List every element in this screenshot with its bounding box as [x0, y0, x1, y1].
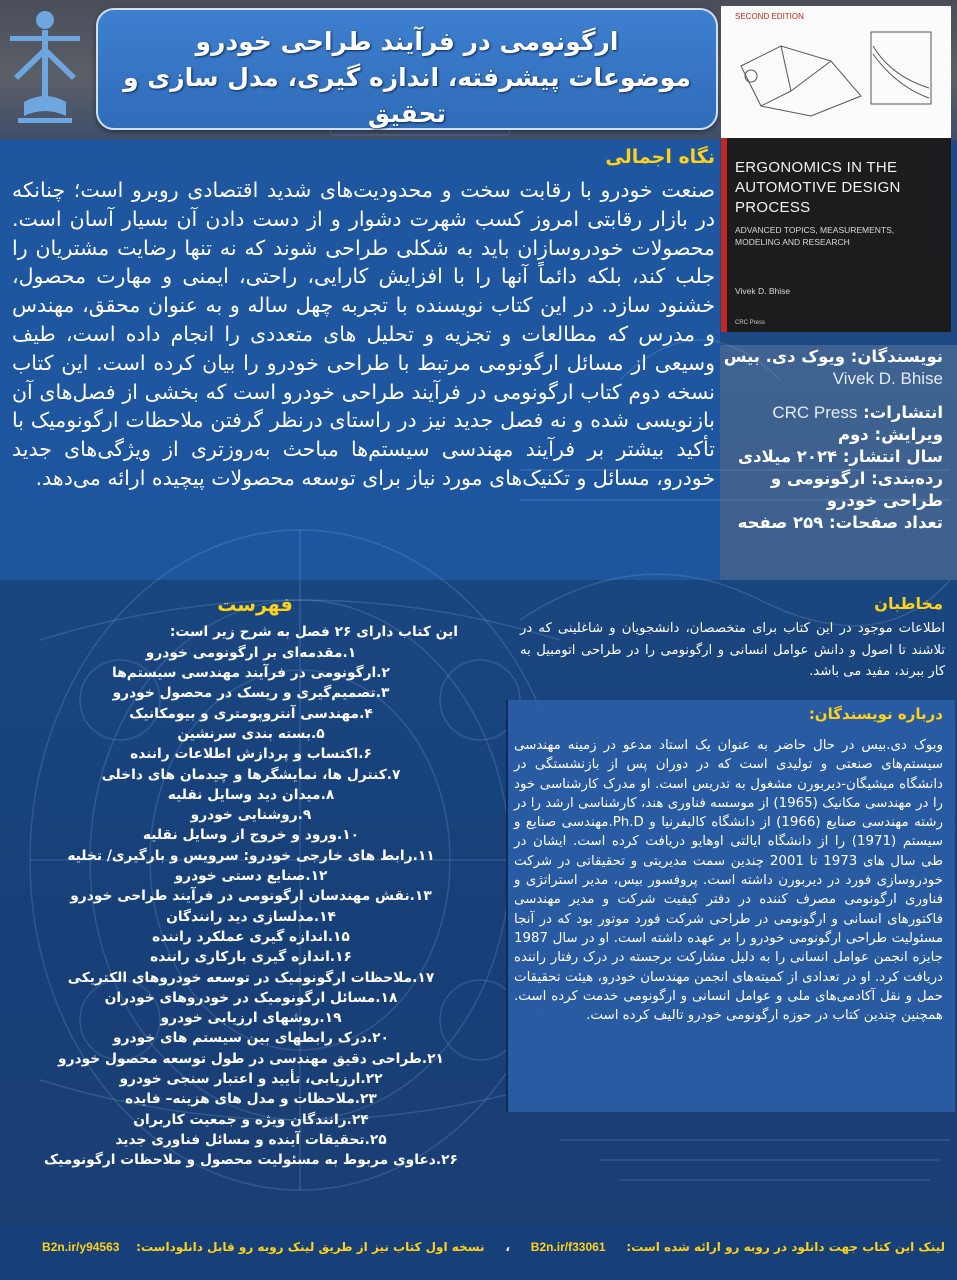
page-title: [108, 24, 706, 132]
toc-item: ۷.کنترل ها، نمایشگرها و چیدمان های داخلی: [101, 766, 401, 783]
toc-item: ۵.بسته بندی سرنشین: [177, 725, 325, 742]
toc-item: ۳.تصمیم‌گیری و ریسک در محصول خودرو: [112, 685, 390, 702]
about-heading: درباره نویسندگان:: [808, 705, 943, 723]
book-metadata: [723, 346, 943, 534]
toc-item: ۱۹.روشهای ارزیابی خودرو: [160, 1010, 342, 1027]
toc-intro: این کتاب دارای ۲۶ فصل به شرح زیر است:: [169, 624, 458, 640]
toc-item: ۲۳.ملاحظات و مدل های هزینه– فایده: [125, 1091, 377, 1108]
meta-authors: نویسندگان: ویوک دی. بیس: [723, 347, 943, 366]
footer-label-1: لینک این کتاب جهت دانلود در روبه رو ارائه شده است:: [626, 1240, 945, 1254]
cover-subtitle: ADVANCED TOPICS, MEASUREMENTS, MODELING AND RESEARCH: [735, 225, 895, 247]
meta-authors-latin: Vivek D. Bhise: [832, 369, 943, 388]
toc-item: ۲۱.طراحی دقیق مهندسی در طول توسعه محصول خودرو: [58, 1050, 444, 1067]
meta-edition: ویرایش: دوم: [837, 425, 943, 444]
toc-item: ۲۴.رانندگان ویژه و جمعیت کاربران: [133, 1111, 369, 1128]
toc-item: ۲.ارگونومی در فرآیند مهندسی سیستم‌ها: [112, 665, 390, 682]
toc-item: ۶.اکتساب و پردازش اطلاعات راننده: [130, 746, 372, 763]
toc-item: ۹.روشنایی خودرو: [190, 807, 312, 824]
overview-text: صنعت خودرو با رقابت سخت و محدودیت‌های شدید اقتصادی روبرو است؛ چنانکه در بازار رقابتی امروز کسب شهرت دشوار و از دست دادن آن بسیار آسان است. محصولات خودروسازان باید به شکلی طراحی شوند که نه تنها رضایت مشتریان را جلب کند، بلکه دائماً آنها را با افزایش کارایی، راحتی، ایمنی و مهارت محصول، خشنود سازد. در این کتاب نویسنده با تجربه چهل ساله و به عنوان محقق، مهندس و مدرس که مطالعات و تجزیه و تحلیل های متعددی را انجام داده است، طیف وسیعی از مسائل ارگونومی مرتبط با طراحی خودرو را بیان کرده است. این کتاب نسخه دوم کتاب ارگونومی در فرآیند طراحی خودرو است که بخشی از فصل‌های آن بازنویسی شده و نه فصل جدید نیز در راستای درنظر گرفتن ملاحظات ارگونومیک با تأکید بیشتر بر فرآیند مهندسی سیستم‌ها مباحث به‌روزتری از ویژگی‌های جدید خودرو، مسائل و تکنیک‌های مورد نیاز برای توسعه محصولات پیچیده ارائه می‌دهد.: [12, 178, 715, 490]
overview-heading: نگاه اجمالی: [605, 146, 715, 168]
download-link-1[interactable]: B2n.ir/f33061: [530, 1240, 606, 1254]
footer-separator: ،: [505, 1240, 510, 1254]
toc-heading: فهرست: [217, 594, 293, 616]
toc-item: ۱۷.ملاحظات ارگونومیک در توسعه خودروهای الکتریکی: [67, 969, 435, 986]
table-of-contents: [44, 622, 458, 1171]
book-cover: [721, 6, 951, 332]
toc-item: ۱۲.صنایع دستی خودرو: [174, 868, 328, 885]
toc-item: ۱۶.اندازه گیری بارکاری راننده: [150, 949, 352, 966]
toc-item: ۱۴.مدلسازی دید رانندگان: [166, 908, 336, 925]
toc-item: ۲۲.ارزیابی، تأیید و اعتبار سنجی خودرو: [119, 1071, 383, 1088]
footer-links: [15, 1240, 945, 1254]
meta-publisher-label: انتشارات:: [863, 403, 943, 422]
cover-chart-illustration: [721, 6, 951, 136]
title-line-2: موضوعات پیشرفته، اندازه گیری، مدل سازی و تحقیق: [123, 63, 691, 128]
audience-text: اطلاعات موجود در این کتاب برای متخصصان، دانشجویان و شاغلینی که در تلاشند تا اصول و دانش عوامل انسانی و ارگونومی را در طراحی اتومبیل به کار ببرند، مفید می باشد.: [520, 621, 945, 679]
meta-year: سال انتشار: ۲۰۲۴ میلادی: [737, 447, 943, 466]
title-line-1: ارگونومی در فرآیند طراحی خودرو: [195, 27, 619, 56]
cover-author: Vivek D. Bhise: [735, 286, 791, 296]
toc-item: ۱۵.اندازه گیری عملکرد راننده: [152, 928, 350, 945]
toc-item: ۲۶.دعاوی مربوط به مسئولیت محصول و ملاحظات ارگونومیک: [44, 1152, 458, 1169]
meta-gap: [723, 390, 943, 402]
about-text: ویوک دی.بیس در حال حاضر به عنوان یک استاد مدعو در زمینه مهندسی سیستم‌های صنعتی و تولیدی است که در دوران پس از بازنشستگی در دانشگاه میشیگان-دیربورن مشغول به تدریس است. او مدرک کارشناسی خود را در مهندسی مکانیک (1965) از موسسه فناوری هند، کارشناسی ارشد را در رشته مهندسی صنایع (1966) از دانشگاه کالیفرنیا و Ph.D.مهندسی صنایع و سیستم (1971) را از دانشگاه ایالتی اوهایو دریافت کرده است. ایشان در طی سال های 1973 تا 2001 چندین سمت مدیریتی و تحقیقاتی در شرکت خودروسازی فورد در دیربورن داشته است. پروفسور بیس، مدیر استراتژی و فناوری ارگونومی مصرف کننده در دفتر کیفیت شرکت و مدیر مهندسی فاکتورهای انسانی و ارگونومی در طراحی شرکت فورد موتور بود که در آنجا مسئولیت طراحی ارگونومی خودرو را بر عهده داشته است. او در سال 1987 جایزه انجمن عوامل انسانی را به دلیل مشارکت برجسته در درک رفتار راننده دریافت کرد. او در تعدادی از کمیته‌های انجمن مهندسان خودرو، هیئت تحقیقات حمل و نقل آکادمی‌های ملی و عوامل انسانی و ارگونومی خدمت کرده است. همچنین چندین کتاب در حوزه ارگونومی خودرو تالیف کرده است.: [514, 738, 944, 1024]
logo-icon: [4, 6, 86, 136]
cover-figure: [721, 6, 951, 136]
footer-label-2: نسخه اول کتاب نیز از طریق لینک روبه رو قابل دانلوداست:: [136, 1240, 485, 1254]
cover-edition: SECOND EDITION: [735, 12, 804, 21]
toc-item: ۱.مقدمه‌ای بر ارگونومی خودرو: [145, 644, 357, 661]
toc-item: ۱۱.رابط های خارجی خودرو: سرویس و بارگیری/ تخلیه: [67, 847, 435, 864]
meta-publisher-value: CRC Press: [772, 403, 858, 422]
toc-item: ۸.میدان دید وسایل نقلیه: [167, 786, 335, 803]
toc-item: ۴.مهندسی آنتروپومتری و بیومکانیک: [129, 705, 373, 722]
cover-publisher: CRC Press: [735, 320, 766, 326]
download-link-2[interactable]: B2n.ir/y94563: [42, 1240, 120, 1254]
toc-item: ۱۸.مسائل ارگونومیک در خودروهای خودران: [104, 989, 398, 1006]
toc-item: ۱۰.ورود و خروج از وسایل نقلیه: [142, 827, 360, 844]
toc-item: ۲۰.درک رابطهای بین سیستم های خودرو: [113, 1030, 389, 1047]
title-banner: [96, 8, 718, 130]
toc-item: ۲۵.تحقیقات آینده و مسائل فناوری جدید: [115, 1131, 387, 1148]
meta-category: رده‌بندی: ارگونومی و طراحی خودرو: [770, 469, 943, 510]
cover-stripe: [721, 138, 727, 332]
meta-pages: تعداد صفحات: ۲۵۹ صفحه: [737, 513, 943, 532]
toc-item: ۱۳.نقش مهندسان ارگونومی در فرآیند طراحی خودرو: [70, 888, 432, 905]
cover-title: ERGONOMICS IN THE AUTOMOTIVE DESIGN PROCESS: [735, 159, 901, 216]
meta-publisher: [723, 402, 943, 424]
audience-heading: مخاطبان: [874, 594, 943, 613]
